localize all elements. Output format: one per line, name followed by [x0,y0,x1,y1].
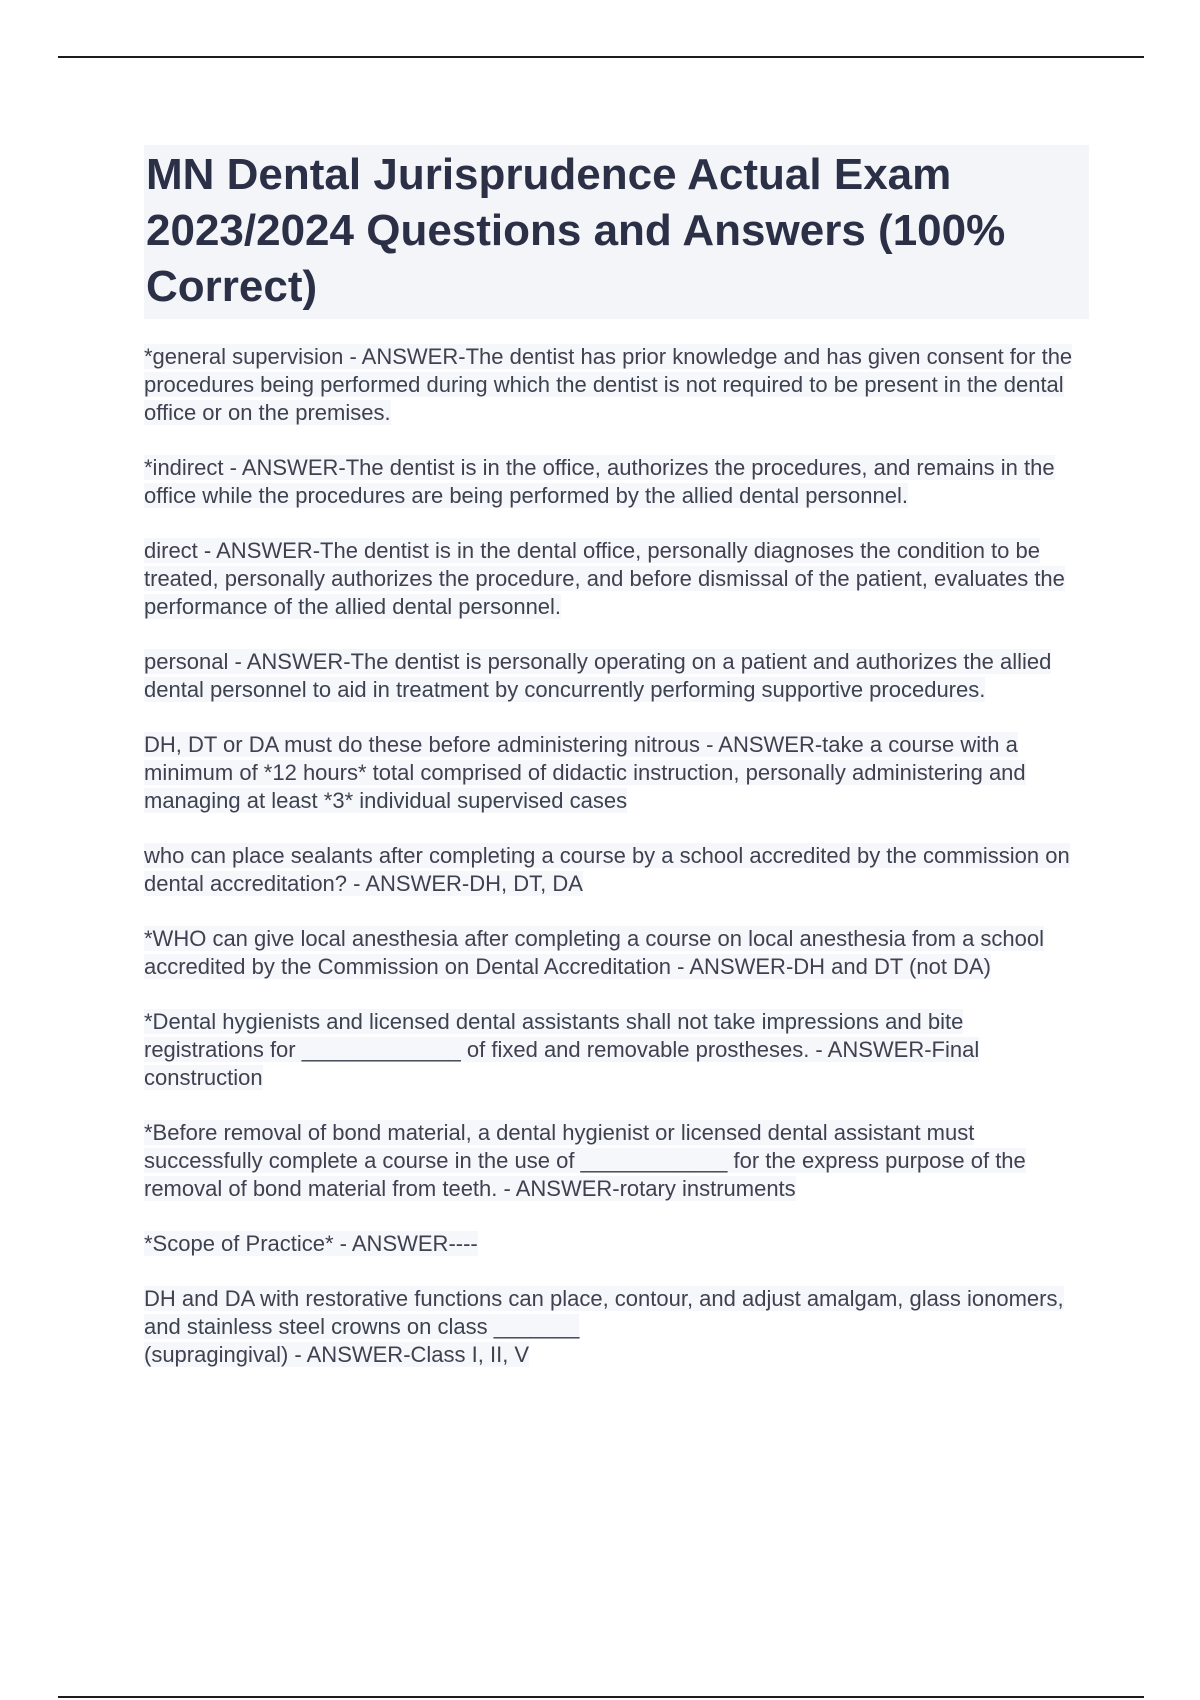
title-block [144,145,1089,319]
qa-list [144,343,1089,1369]
qa-text: *indirect - ANSWER-The dentist is in the office, authorizes the procedures, and remains in the office while the procedures are being performed by the allied dental personnel. [144,455,1055,508]
footer-rule [58,1696,1144,1698]
qa-text: *WHO can give local anesthesia after completing a course on local anesthesia from a school accredited by the Commission on Dental Accreditation - ANSWER-DH and DT (not DA) [144,926,1045,979]
qa-item [144,343,1089,427]
qa-item [144,537,1089,621]
qa-item [144,842,1089,898]
qa-item [144,1285,1089,1369]
qa-text: DH, DT or DA must do these before administering nitrous - ANSWER-take a course with a minimum of *12 hours* total comprised of didactic instruction, personally administering and managing at least *3* individual supervised cases [144,732,1026,813]
qa-text: *general supervision - ANSWER-The dentist has prior knowledge and has given consent for the procedures being performed during which the dentist is not required to be present in the dental office or on the premises. [144,344,1073,425]
qa-item [144,648,1089,704]
qa-text: DH and DA with restorative functions can place, contour, and adjust amalgam, glass ionomers, and stainless steel crowns on class _______ (supragingival) - ANSWER-Class I, II, V [144,1286,1064,1367]
qa-item [144,1008,1089,1092]
qa-text: personal - ANSWER-The dentist is personally operating on a patient and authorizes the allied dental personnel to aid in treatment by concurrently performing supportive procedures. [144,649,1052,702]
qa-text: *Dental hygienists and licensed dental assistants shall not take impressions and bite registrations for _____________ of fixed and removable prostheses. - ANSWER-Final construction [144,1009,980,1090]
document-body [144,145,1089,1396]
qa-text: who can place sealants after completing a course by a school accredited by the commission on dental accreditation? - ANSWER-DH, DT, DA [144,843,1070,896]
qa-item [144,1230,1089,1258]
qa-item [144,454,1089,510]
qa-text: *Before removal of bond material, a dental hygienist or licensed dental assistant must successfully complete a course in the use of ____________ for the express purpose of the removal of bond material from teeth. - ANSWER-rotary instruments [144,1120,1026,1201]
qa-text: direct - ANSWER-The dentist is in the dental office, personally diagnoses the condition to be treated, personally authorizes the procedure, and before dismissal of the patient, evaluates the performance of the allied dental personnel. [144,538,1065,619]
qa-item [144,731,1089,815]
qa-text: *Scope of Practice* - ANSWER---- [144,1231,478,1256]
qa-item [144,1119,1089,1203]
qa-item [144,925,1089,981]
document-title: MN Dental Jurisprudence Actual Exam 2023/2024 Questions and Answers (100% Correct) [146,150,1006,311]
header-rule [58,56,1144,58]
